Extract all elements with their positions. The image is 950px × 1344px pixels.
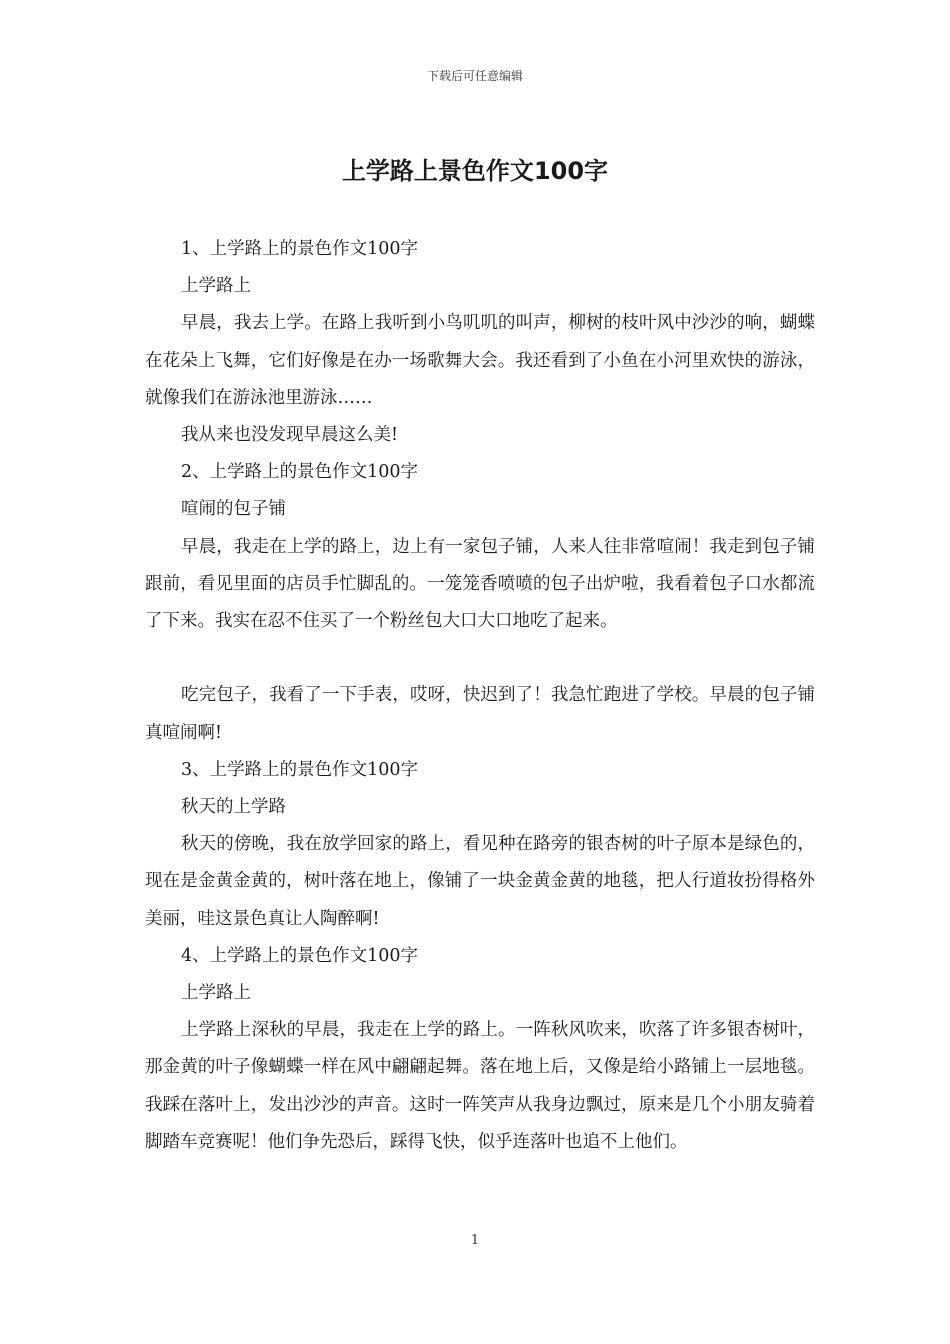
subtitle-4: 上学路上 xyxy=(181,983,251,1004)
section-heading-1: 1、上学路上的景色作文100字 xyxy=(181,239,419,259)
body-paragraph-3: 早晨，我走在上学的路上，边上有一家包子铺，人来人往非常喧闹！我走到包子铺跟前，看见里面的店员手忙脚乱的。一笼笼香喷喷的包子出炉啦，我看着包子口水都流了下来。我实在忍不住买了一个粉丝包大口大口地吃了起来。 xyxy=(145,536,815,632)
body-paragraph-4: 吃完包子，我看了一下手表，哎呀，快迟到了！我急忙跑进了学校。早晨的包子铺真喧闹啊! xyxy=(145,685,815,743)
section-heading-2: 2、上学路上的景色作文100字 xyxy=(181,462,419,483)
body-paragraph-6: 上学路上深秋的早晨，我走在上学的路上。一阵秋风吹来，吹落了许多银杏树叶，那金黄的叶子像蝴蝶一样在风中翩翩起舞。落在地上后，又像是给小路铺上一层地毯。我踩在落叶上，发出沙沙的声音。这时一阵笑声从我身边飘过，原来是几个小朋友骑着脚踏车竞赛呢！他们争先恐后，踩得飞快，似乎连落叶也追不上他们。 xyxy=(145,1020,815,1152)
subtitle-3: 秋天的上学路 xyxy=(181,797,286,818)
body-paragraph-5: 秋天的傍晚，我在放学回家的路上，看见种在路旁的银杏树的叶子原本是绿色的，现在是金黄金黄的，树叶落在地上，像铺了一块金黄金黄的地毯，把人行道妆扮得格外美丽，哇这景色真让人陶醉啊! xyxy=(145,834,815,929)
blank-line xyxy=(145,640,815,677)
section-heading-3: 3、上学路上的景色作文100字 xyxy=(181,759,419,780)
subtitle-2: 喧闹的包子铺 xyxy=(181,499,286,520)
page-number: 1 xyxy=(470,1233,480,1248)
body-paragraph-2: 我从来也没发现早晨这么美! xyxy=(181,425,399,446)
subtitle-1: 上学路上 xyxy=(181,276,251,297)
header-note: 下载后可任意编辑 xyxy=(426,69,523,83)
section-heading-4: 4、上学路上的景色作文100字 xyxy=(181,945,419,966)
document-title: 上学路上景色作文100字 xyxy=(341,157,609,185)
document-body xyxy=(145,231,815,1161)
body-paragraph-1: 早晨，我去上学。在路上我听到小鸟叽叽的叫声，柳树的枝叶风中沙沙的响，蝴蝶在花朵上飞舞，它们好像是在办一场歌舞大会。我还看到了小鱼在小河里欢快的游泳，就像我们在游泳池里游泳…… xyxy=(145,313,815,408)
